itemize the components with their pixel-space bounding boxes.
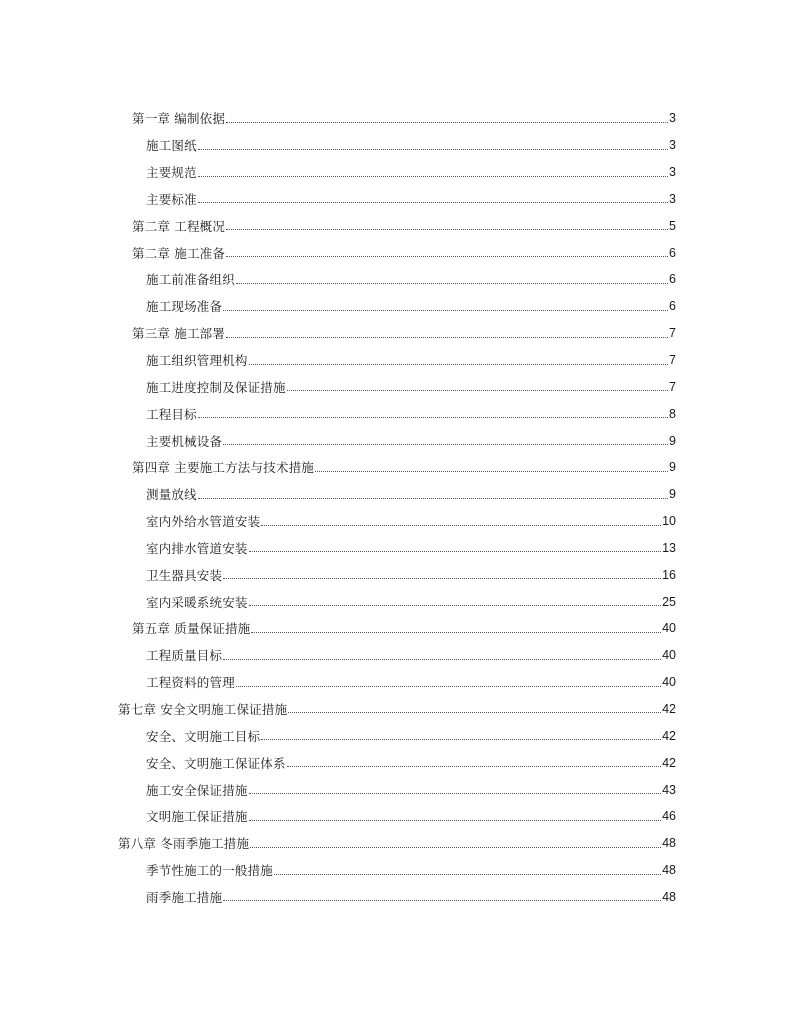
toc-page-number: 48 bbox=[662, 889, 676, 904]
toc-entry-title: 工程资料的管理 bbox=[146, 675, 235, 691]
toc-page-number: 6 bbox=[669, 272, 676, 287]
toc-section-entry[interactable] bbox=[0, 857, 791, 884]
toc-dot-leader bbox=[249, 820, 661, 821]
toc-dot-leader bbox=[223, 900, 661, 901]
toc-page-number: 43 bbox=[662, 782, 676, 797]
toc-dot-leader bbox=[198, 202, 668, 203]
toc-entry-title: 施工前准备组织 bbox=[146, 272, 235, 288]
toc-dot-leader bbox=[226, 229, 668, 230]
toc-dot-leader bbox=[226, 122, 668, 123]
toc-entry-title: 第四章 主要施工方法与技术措施 bbox=[132, 460, 314, 476]
toc-entry-title: 主要标准 bbox=[146, 191, 197, 207]
toc-section-entry[interactable] bbox=[0, 373, 791, 400]
toc-page-number: 40 bbox=[662, 621, 676, 636]
toc-dot-leader bbox=[251, 632, 661, 633]
toc-section-entry[interactable] bbox=[0, 776, 791, 803]
toc-page-number: 3 bbox=[669, 165, 676, 180]
toc-dot-leader bbox=[249, 551, 661, 552]
toc-entry-title: 测量放线 bbox=[146, 487, 197, 503]
toc-entry-title: 雨季施工措施 bbox=[146, 889, 223, 905]
toc-dot-leader bbox=[223, 444, 668, 445]
toc-chapter-entry[interactable] bbox=[0, 454, 791, 481]
toc-section-entry[interactable] bbox=[0, 159, 791, 186]
toc-dot-leader bbox=[223, 659, 661, 660]
toc-entry-title: 主要机械设备 bbox=[146, 433, 223, 449]
toc-chapter-entry[interactable] bbox=[0, 320, 791, 347]
toc-page-number: 9 bbox=[669, 433, 676, 448]
toc-section-entry[interactable] bbox=[0, 186, 791, 213]
toc-entry-title: 第三章 施工部署 bbox=[132, 326, 226, 342]
toc-section-entry[interactable] bbox=[0, 883, 791, 910]
toc-section-entry[interactable] bbox=[0, 427, 791, 454]
toc-dot-leader bbox=[287, 390, 668, 391]
toc-dot-leader bbox=[250, 847, 661, 848]
toc-chapter-entry[interactable] bbox=[0, 615, 791, 642]
toc-page-number: 40 bbox=[662, 675, 676, 690]
toc-chapter-entry[interactable] bbox=[0, 105, 791, 132]
toc-dot-leader bbox=[223, 310, 668, 311]
toc-entry-title: 第五章 质量保证措施 bbox=[132, 621, 251, 637]
toc-page-number: 6 bbox=[669, 299, 676, 314]
toc-section-entry[interactable] bbox=[0, 132, 791, 159]
toc-dot-leader bbox=[198, 176, 668, 177]
toc-dot-leader bbox=[249, 605, 661, 606]
toc-page-number: 6 bbox=[669, 245, 676, 260]
toc-section-entry[interactable] bbox=[0, 400, 791, 427]
toc-dot-leader bbox=[261, 739, 661, 740]
toc-chapter-entry[interactable] bbox=[0, 696, 791, 723]
toc-page-number: 9 bbox=[669, 460, 676, 475]
toc-page-number: 16 bbox=[662, 567, 676, 582]
toc-page-number: 13 bbox=[662, 540, 676, 555]
toc-page-number: 42 bbox=[662, 755, 676, 770]
toc-page-number: 7 bbox=[669, 326, 676, 341]
toc-section-entry[interactable] bbox=[0, 535, 791, 562]
toc-entry-title: 主要规范 bbox=[146, 165, 197, 181]
toc-section-entry[interactable] bbox=[0, 293, 791, 320]
toc-section-entry[interactable] bbox=[0, 803, 791, 830]
toc-section-entry[interactable] bbox=[0, 749, 791, 776]
toc-section-entry[interactable] bbox=[0, 481, 791, 508]
toc-page-number: 42 bbox=[662, 728, 676, 743]
toc-section-entry[interactable] bbox=[0, 722, 791, 749]
toc-entry-title: 文明施工保证措施 bbox=[146, 809, 248, 825]
toc-page-number: 40 bbox=[662, 648, 676, 663]
toc-entry-title: 第二章 施工准备 bbox=[132, 245, 226, 261]
toc-page-number: 48 bbox=[662, 836, 676, 851]
toc-page-number: 3 bbox=[669, 191, 676, 206]
toc-section-entry[interactable] bbox=[0, 508, 791, 535]
toc-entry-title: 施工图纸 bbox=[146, 138, 197, 154]
toc-entry-title: 施工组织管理机构 bbox=[146, 353, 248, 369]
toc-section-entry[interactable] bbox=[0, 266, 791, 293]
toc-dot-leader bbox=[261, 525, 661, 526]
toc-dot-leader bbox=[198, 417, 668, 418]
toc-entry-title: 室内采暖系统安装 bbox=[146, 594, 248, 610]
toc-entry-title: 第八章 冬雨季施工措施 bbox=[118, 836, 250, 852]
toc-entry-title: 卫生器具安装 bbox=[146, 567, 223, 583]
toc-entry-title: 工程目标 bbox=[146, 406, 197, 422]
toc-page-number: 8 bbox=[669, 406, 676, 421]
toc-entry-title: 第一章 编制依据 bbox=[132, 111, 226, 127]
toc-page-number: 25 bbox=[662, 594, 676, 609]
toc-dot-leader bbox=[236, 686, 661, 687]
toc-page-number: 42 bbox=[662, 701, 676, 716]
toc-page-number: 48 bbox=[662, 863, 676, 878]
toc-entry-title: 室内外给水管道安装 bbox=[146, 514, 261, 530]
toc-section-entry[interactable] bbox=[0, 642, 791, 669]
toc-dot-leader bbox=[249, 364, 668, 365]
toc-page-number: 7 bbox=[669, 379, 676, 394]
toc-entry-title: 施工进度控制及保证措施 bbox=[146, 379, 286, 395]
toc-dot-leader bbox=[249, 793, 661, 794]
toc-page-number: 3 bbox=[669, 111, 676, 126]
toc-entry-title: 工程质量目标 bbox=[146, 648, 223, 664]
toc-section-entry[interactable] bbox=[0, 347, 791, 374]
toc-entry-title: 第二章 工程概况 bbox=[132, 218, 226, 234]
toc-dot-leader bbox=[315, 471, 668, 472]
toc-dot-leader bbox=[223, 578, 661, 579]
toc-entry-title: 季节性施工的一般措施 bbox=[146, 863, 274, 879]
toc-page-number: 5 bbox=[669, 218, 676, 233]
toc-chapter-entry[interactable] bbox=[0, 830, 791, 857]
toc-page-number: 46 bbox=[662, 809, 676, 824]
toc-dot-leader bbox=[198, 149, 668, 150]
toc-page-number: 10 bbox=[662, 514, 676, 529]
toc-section-entry[interactable] bbox=[0, 561, 791, 588]
toc-dot-leader bbox=[226, 337, 668, 338]
toc-entry-title: 安全、文明施工保证体系 bbox=[146, 755, 286, 771]
toc-dot-leader bbox=[287, 766, 661, 767]
toc-entry-title: 第七章 安全文明施工保证措施 bbox=[118, 701, 288, 717]
toc-page-number: 7 bbox=[669, 353, 676, 368]
toc-dot-leader bbox=[274, 874, 661, 875]
toc-page-number: 9 bbox=[669, 487, 676, 502]
toc-dot-leader bbox=[198, 498, 668, 499]
toc-entry-title: 安全、文明施工目标 bbox=[146, 728, 261, 744]
toc-page-number: 3 bbox=[669, 138, 676, 153]
table-of-contents bbox=[0, 105, 791, 910]
toc-section-entry[interactable] bbox=[0, 588, 791, 615]
toc-section-entry[interactable] bbox=[0, 669, 791, 696]
toc-entry-title: 施工安全保证措施 bbox=[146, 782, 248, 798]
toc-chapter-entry[interactable] bbox=[0, 212, 791, 239]
toc-entry-title: 室内排水管道安装 bbox=[146, 540, 248, 556]
toc-dot-leader bbox=[236, 283, 668, 284]
toc-entry-title: 施工现场准备 bbox=[146, 299, 223, 315]
toc-chapter-entry[interactable] bbox=[0, 239, 791, 266]
toc-dot-leader bbox=[226, 256, 668, 257]
toc-dot-leader bbox=[288, 712, 661, 713]
